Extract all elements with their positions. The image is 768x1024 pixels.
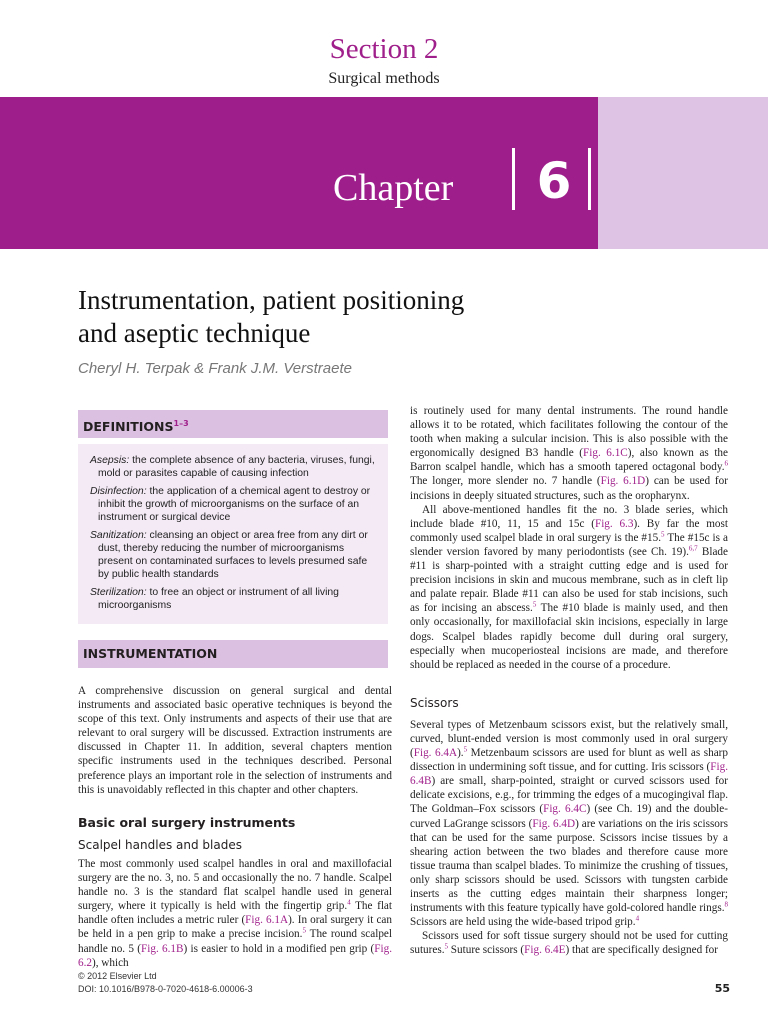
figure-link[interactable]: Fig. 6.1D [600,475,646,488]
citation-ref[interactable]: 8 [724,900,728,909]
text-run: ), also known as the Barron scalpel handle, which has a smooth tapered octagonal body. [410,447,728,474]
figure-link[interactable]: Fig. 6.4B [410,761,728,788]
suture-scissors-paragraph [410,929,728,957]
copyright: © 2012 Elsevier Ltd [78,971,157,981]
text-run: Metzenbaum scissors are used for blunt as well as sharp dissection in undermining soft tissue, and for cutting. Iris scissors ( [410,747,728,774]
section-title: Section 2 [329,33,439,65]
text-run: ) is easier to hold in a modified pen grip ( [183,942,375,955]
definition-term: Disinfection: [90,486,147,497]
text-run: Blade #11 is sharp-pointed with a straight cutting edge and is used for precision incisions in skin and mucous membrane, such as in cleft lip and palate repair. Blade #11 can also be used for stab incisions, such as for incising an abscess. [410,545,728,615]
scalpel-paragraph [78,857,392,970]
text-run: ). In oral surgery it can be held in a pen grip to make a precise incision. [78,914,392,941]
figure-link[interactable]: Fig. 6.2 [78,942,392,969]
article-title-block [78,284,678,377]
figure-link[interactable]: Fig. 6.4A [413,747,458,760]
figure-link[interactable]: Fig. 6.1B [141,942,184,955]
left-column [78,684,392,970]
text-run: Several types of Metzenbaum scissors exist, but the relatively small, curved, blunt-ended version is most commonly used in oral surgery ( [410,718,728,760]
instrumentation-intro: A comprehensive discussion on general surgical and dental instruments and associated basic operative techniques is beyond the scope of this text. Only instruments and aspects of their use that are relevant to oral surgery will be discussed. Extraction instruments are discussed in Chapter 11. In addition, several chapters mention specific instruments used in the techniques described. Personal preference plays an important role in the selection of instruments and this is unavoidably reflected in this chapter and other chapters. [78,685,392,796]
definition-term: Asepsis: [90,455,130,466]
text-run: ). [457,747,464,760]
definitions-box [78,444,388,624]
scalpel-subheading: Scalpel handles and blades [78,837,242,852]
footer-info [78,970,253,996]
figure-link[interactable]: Fig. 6.4C [543,803,587,816]
text-run: The #10 blade is mainly used, and then only occasionally, for maxillofacial skin incisions, especially in large dogs. Scalpel blades rapidly become dull during oral surgery, especially when mucoperiosteal incisions are made, and therefore should be replaced as needed in the course of a procedure. [410,602,728,671]
basic-instruments-heading: Basic oral surgery instruments [78,814,296,830]
text-run: Scissors used for soft tissue surgery should not be used for cutting sutures. [410,930,728,957]
text-run: The longer, more slender no. 7 handle ( [410,475,601,488]
text-run: ) (see Ch. 19) and the double-curved LaGrange scissors ( [410,803,728,830]
definition-text: cleansing an object or area free from any dirt or dust, thereby reducing the number of microorganisms present on contaminated surfaces to levels presumed safe by public health standards [98,530,368,580]
definition-item [90,529,380,581]
definition-text: the application of a chemical agent to destroy or inhibit the growth of microorganisms on the surface of an instrument or surgical device [98,486,371,523]
definition-item [90,454,380,480]
text-run: is routinely used for many dental instruments. The round handle allows it to be rotated, which facilitates following the contour of the tooth when making a sulcular incision. This is also possible with the ergonomically designed B3 handle ( [410,405,728,460]
blade-paragraph [410,503,728,672]
citation-ref[interactable]: 4 [635,914,640,923]
article-title-line1: Instrumentation, patient positioning [78,285,465,315]
definition-item [90,586,380,612]
text-run: The flat handle often includes a metric ruler ( [78,900,392,927]
scalpel-continued-paragraph [410,404,728,503]
citation-ref[interactable]: 6 [724,459,728,468]
citation-ref[interactable]: 5 [444,942,448,951]
definition-item [90,485,380,524]
definitions-heading-text: DEFINITIONS [83,419,174,435]
article-title-line2: and aseptic technique [78,318,311,348]
instrumentation-heading: INSTRUMENTATION [78,640,388,668]
definition-term: Sterilization: [90,587,147,598]
scissors-heading: Scissors [410,695,459,710]
text-run: ) are variations on the iris scissors that can be used for the same purpose. Scissors incise tissues by a shearing action between the two blades and therefore cause more tissue trauma than scalpel blades. To minimize the crushing of tissues, only sharp scissors should be used. Scissors with tungsten carbide inserts as the cutting edges maintain their sharpness longer; instruments with this feature typically have gold-colored handle rings. [410,817,728,915]
text-run: Scissors are held using the wide-based tripod grip. [410,916,636,929]
chapter-divider-right [588,148,591,210]
citation-ref[interactable]: 5 [463,745,468,754]
text-run: ) that are specifically designed for [565,944,719,957]
chapter-band-accent [598,97,768,249]
text-run: ). By far the most commonly used scalpel blade in oral surgery is the #15. [410,517,728,544]
text-run: The round scalpel handle no. 5 ( [78,928,392,955]
right-column [410,404,728,957]
text-run: ) can be used for incisions in deeply situated structures, such as the oropharynx. [410,475,728,502]
citation-ref[interactable]: 6,7 [688,544,698,553]
text-run: Suture scissors ( [448,944,525,957]
chapter-divider-left [512,148,515,210]
figure-link[interactable]: Fig. 6.1A [245,914,289,927]
section-header [0,32,768,88]
definition-term: Sanitization: [90,530,147,541]
figure-link[interactable]: Fig. 6.4D [532,817,576,830]
citation-ref[interactable]: 5 [302,926,306,935]
text-run: All above-mentioned handles fit the no. 3 blade series, which include blade #10, 11, 15 and 15c ( [410,503,728,530]
scissors-paragraph [410,718,728,929]
figure-link[interactable]: Fig. 6.1C [583,447,628,460]
chapter-number: 6 [536,152,572,210]
chapter-label: Chapter [333,167,454,209]
citation-ref[interactable]: 4 [347,898,351,907]
text-run: ), which [91,956,129,969]
definitions-heading [78,410,388,438]
section-subtitle: Surgical methods [328,70,440,87]
definitions-heading-ref[interactable]: 1–3 [173,419,189,428]
figure-link[interactable]: Fig. 6.4E [524,944,566,957]
text-run: The most commonly used scalpel handles in oral and maxillofacial surgery are the no. 3, no. 5 and occasionally the no. 7 handle. Scalpel handle no. 3 is the standard flat scalpel handle used in general surgery, where it typically is held with the fingertip grip. [78,857,392,913]
definition-text: the complete absence of any bacteria, viruses, fungi, mold or parasites capable of causing infection [98,455,375,479]
citation-ref[interactable]: 5 [661,530,665,539]
page-number: 55 [714,982,730,995]
figure-link[interactable]: Fig. 6.3 [594,517,634,530]
citation-ref[interactable]: 5 [532,600,537,609]
text-run: ) are small, sharp-pointed, straight or curved scissors used for delicate excisions, e.g., for trimming the edges of a mucogingival flap. The Goldman–Fox scissors ( [410,775,728,816]
definition-text: to free an object or instrument of all living microorganisms [98,587,339,611]
text-run: The #15c is a slender version favored by many periodontists (see Ch. 19). [410,531,728,558]
doi[interactable]: DOI: 10.1016/B978-0-7020-4618-6.00006-3 [78,984,253,994]
chapter-band [0,97,598,249]
article-authors: Cheryl H. Terpak & Frank J.M. Verstraete [78,360,352,377]
article-title [78,284,678,350]
